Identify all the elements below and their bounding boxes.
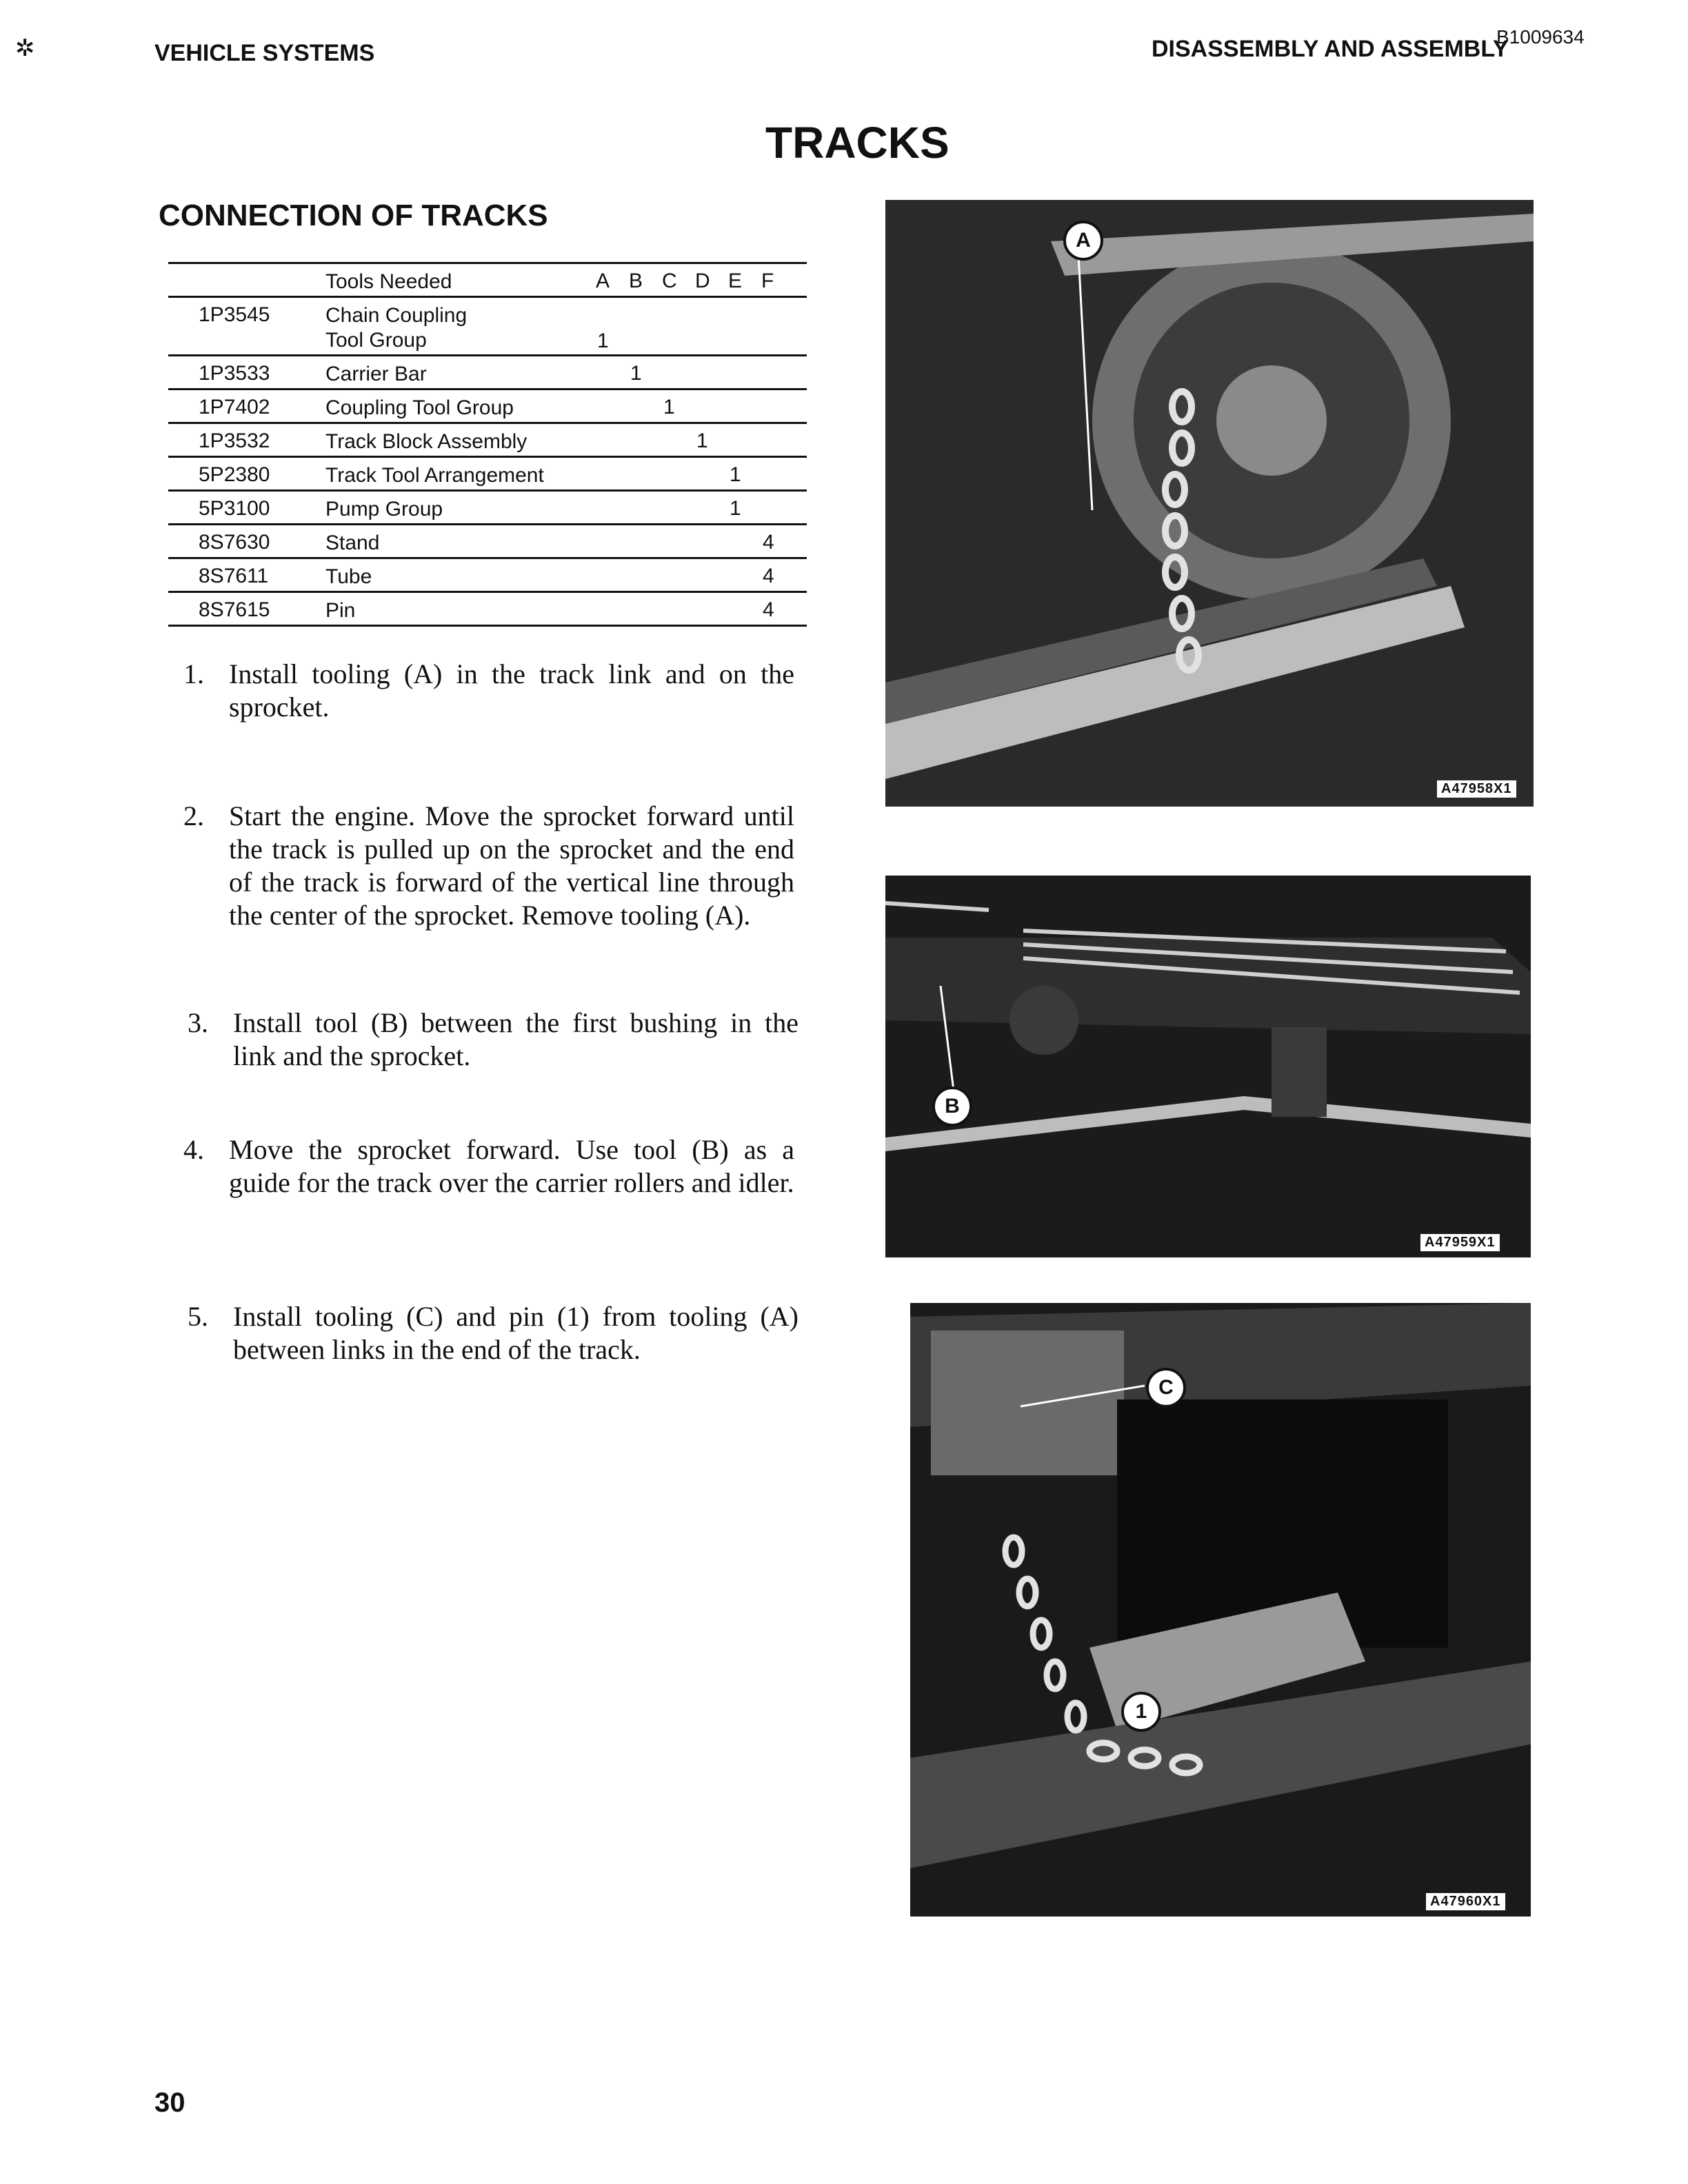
table-row bbox=[168, 388, 807, 422]
part-quantity: 1 bbox=[730, 497, 741, 520]
track-guide-photo bbox=[885, 876, 1531, 1257]
step-3 bbox=[188, 1007, 798, 1073]
track-end-photo bbox=[910, 1303, 1531, 1917]
step-5 bbox=[188, 1300, 798, 1366]
step-number: 3. bbox=[188, 1007, 208, 1038]
step-number: 4. bbox=[183, 1134, 204, 1165]
table-header-column-f: F bbox=[761, 270, 774, 292]
part-number: 8S7615 bbox=[199, 598, 270, 621]
photo-code: A47960X1 bbox=[1426, 1893, 1505, 1910]
part-quantity: 1 bbox=[696, 429, 708, 452]
track-end-illustration bbox=[910, 1303, 1531, 1917]
part-quantity: 1 bbox=[597, 330, 609, 352]
part-description: Tube bbox=[325, 565, 372, 588]
table-header-column-e: E bbox=[728, 270, 743, 292]
callout-b: B bbox=[932, 1086, 972, 1126]
photo-code: A47959X1 bbox=[1420, 1234, 1500, 1251]
table-header-column-d: D bbox=[695, 270, 710, 292]
part-quantity: 4 bbox=[763, 598, 774, 621]
table-header-column-c: C bbox=[662, 270, 677, 292]
part-number: 8S7630 bbox=[199, 531, 270, 554]
photo-code: A47958X1 bbox=[1437, 780, 1516, 798]
step-text: Install tooling (A) in the track link and on the sprocket. bbox=[229, 658, 794, 722]
part-quantity: 1 bbox=[630, 362, 642, 385]
document-id: B1009634 bbox=[1496, 26, 1585, 48]
page-title: TRACKS bbox=[765, 118, 950, 168]
part-description: Pin bbox=[325, 599, 356, 622]
callout-a: A bbox=[1063, 221, 1103, 261]
callout-1: 1 bbox=[1121, 1692, 1161, 1732]
step-text: Start the engine. Move the sprocket forward until the track is pulled up on the sprocket and the end of the track is forward of the vertical line through the center of the sprocket. Remove tooling (A). bbox=[229, 800, 794, 931]
part-number: 8S7611 bbox=[199, 565, 269, 587]
page-number: 30 bbox=[154, 2087, 185, 2118]
part-description: Track Tool Arrangement bbox=[325, 464, 544, 487]
header-chapter-name: DISASSEMBLY AND ASSEMBLY bbox=[1152, 36, 1509, 62]
step-number: 2. bbox=[183, 800, 204, 831]
part-number: 5P3100 bbox=[199, 497, 270, 520]
part-quantity: 4 bbox=[763, 565, 774, 587]
table-header-column-b: B bbox=[629, 270, 643, 292]
part-number: 1P3545 bbox=[199, 303, 270, 326]
step-2 bbox=[183, 800, 794, 932]
part-quantity: 4 bbox=[763, 531, 774, 554]
table-row bbox=[168, 591, 807, 627]
corner-mark: ✲ bbox=[15, 35, 35, 61]
table-row bbox=[168, 489, 807, 523]
step-number: 1. bbox=[183, 658, 204, 689]
part-number: 1P3533 bbox=[199, 362, 270, 385]
sprocket-chain-photo bbox=[885, 200, 1534, 807]
step-1 bbox=[183, 658, 794, 724]
callout-c: C bbox=[1146, 1368, 1186, 1408]
part-description: Track Block Assembly bbox=[325, 430, 528, 453]
table-row bbox=[168, 296, 807, 354]
table-row bbox=[168, 456, 807, 489]
part-number: 1P7402 bbox=[199, 396, 270, 418]
part-description: Carrier Bar bbox=[325, 363, 427, 385]
step-text: Install tool (B) between the first bushing in the link and the sprocket. bbox=[233, 1007, 798, 1071]
table-row bbox=[168, 523, 807, 557]
part-number: 5P2380 bbox=[199, 463, 270, 486]
tools-table bbox=[168, 262, 807, 627]
step-number: 5. bbox=[188, 1301, 208, 1332]
part-number: 1P3532 bbox=[199, 429, 270, 452]
part-description: Chain Coupling Tool Group bbox=[325, 304, 468, 352]
part-quantity: 1 bbox=[730, 463, 741, 486]
table-header-tools-needed: Tools Needed bbox=[325, 270, 452, 293]
step-text: Install tooling (C) and pin (1) from tooling (A) between links in the end of the track. bbox=[233, 1301, 798, 1365]
section-heading: CONNECTION OF TRACKS bbox=[159, 199, 548, 232]
step-text: Move the sprocket forward. Use tool (B) as a guide for the track over the carrier rollers and idler. bbox=[229, 1134, 794, 1198]
step-4 bbox=[183, 1133, 794, 1200]
header-section-name: VEHICLE SYSTEMS bbox=[154, 40, 375, 66]
table-header-column-a: A bbox=[596, 270, 610, 292]
track-guide-illustration bbox=[885, 876, 1531, 1257]
table-row bbox=[168, 354, 807, 388]
sprocket-illustration bbox=[885, 200, 1534, 807]
table-row bbox=[168, 422, 807, 456]
part-description: Coupling Tool Group bbox=[325, 396, 514, 419]
part-quantity: 1 bbox=[663, 396, 675, 418]
part-description: Pump Group bbox=[325, 498, 443, 520]
table-header-row bbox=[168, 262, 807, 296]
table-row bbox=[168, 557, 807, 591]
part-description: Stand bbox=[325, 532, 380, 554]
